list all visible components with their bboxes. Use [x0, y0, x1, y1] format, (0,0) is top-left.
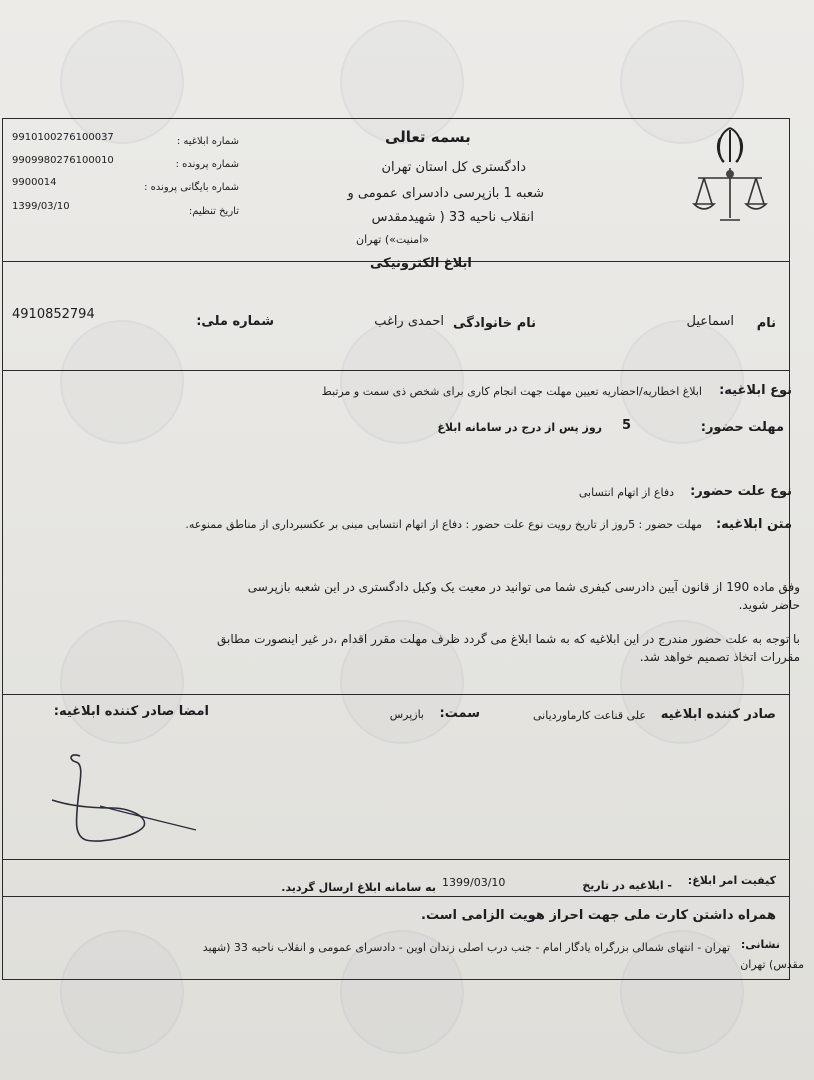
first-name-value: اسماعیل	[686, 314, 734, 329]
notice-body-line: مهلت حضور : 5روز از تاریخ رویت نوع علت حضور : دفاع از اتهام انتسابی مبنی بر عکسبرداری از مناطق ممنوعه.	[185, 518, 702, 531]
archive-number-label: شماره بایگانی پرونده :	[144, 182, 239, 193]
last-name-label: نام خانوادگی	[453, 316, 536, 331]
delivery-label: کیفیت امر ابلاغ:	[687, 874, 776, 887]
delivery-text-b: به سامانه ابلاغ ارسال گردید.	[281, 881, 436, 894]
divider	[3, 694, 789, 695]
address-line-2: مقدس) تهران	[740, 958, 804, 971]
issuer-label: صادر کننده ابلاغیه	[660, 707, 776, 722]
address-label: نشانی:	[740, 938, 780, 951]
paragraph-2-line-2: مقررات اتخاذ تصمیم خواهد شد.	[639, 650, 800, 664]
case-number-label: شماره پرونده :	[175, 159, 239, 170]
notice-number-label: شماره ابلاغیه :	[176, 136, 239, 147]
case-number: 9909980276100010	[12, 155, 114, 166]
emblem-icon	[690, 124, 770, 224]
delivery-text-a: - ابلاغیه در تاریخ	[582, 879, 672, 892]
branch-line-2: انقلاب ناحیه 33 ( شهیدمقدس	[371, 210, 534, 225]
first-name-label: نام	[756, 316, 776, 331]
national-id-label: شماره ملی:	[196, 314, 274, 329]
archive-number: 9900014	[12, 177, 57, 188]
paragraph-1-line-1: وفق ماده 190 از قانون آیین دادرسی کیفری شما می توانید در معیت یک وکیل دادگستری در این شعبه بازپرسی	[247, 580, 800, 594]
signature-icon	[40, 750, 210, 845]
last-name-value: احمدی راغب	[374, 314, 444, 329]
paragraph-2-line-1: با توجه به علت حضور مندرج در این ابلاغیه که به شما ابلاغ می گردد ظرف مهلت مقرر اقدام ،در غیر اینصورت مطابق	[217, 632, 800, 646]
issuer-position: بازپرس	[389, 708, 424, 721]
notice-body-label: متن ابلاغیه:	[715, 517, 792, 532]
national-id-value: 4910852794	[12, 307, 95, 322]
branch-line-3: «امنیت») تهران	[356, 233, 429, 246]
doc-title: ابلاغ الکترونیکی	[370, 256, 472, 271]
signature-label: امضا صادر کننده ابلاغیه:	[53, 704, 209, 719]
paragraph-1-line-2: حاضر شوید.	[738, 598, 800, 612]
issue-date: 1399/03/10	[12, 201, 70, 212]
deadline-value: 5	[622, 418, 632, 433]
reason-label: نوع علت حضور:	[690, 484, 792, 499]
issue-date-label: تاریخ تنظیم:	[188, 206, 239, 217]
divider	[3, 370, 789, 371]
doc-heading: بسمه تعالی	[385, 128, 471, 146]
court-name: دادگستری کل استان تهران	[381, 160, 526, 175]
divider	[3, 896, 789, 897]
branch-line-1: شعبه 1 بازپرسی دادسرای عمومی و	[347, 186, 544, 201]
reason-value: دفاع از اتهام انتسابی	[578, 486, 674, 499]
deadline-text: روز پس از درج در سامانه ابلاغ	[437, 421, 602, 434]
issuer-name: علی قناعت کارماوردیانی	[533, 709, 646, 722]
delivery-date: 1399/03/10	[442, 876, 506, 889]
divider	[3, 859, 789, 860]
notice-type-value: ابلاغ اخطاریه/احضاریه تعیین مهلت جهت انجام کاری برای شخص ذی سمت و مرتبط	[321, 385, 702, 398]
notice-document	[2, 118, 790, 980]
id-requirement-note: همراه داشتن کارت ملی جهت احراز هویت الزامی است.	[421, 908, 776, 923]
notice-type-label: نوع ابلاغیه:	[719, 383, 792, 398]
deadline-label: مهلت حضور:	[700, 420, 784, 435]
notice-number: 9910100276100037	[12, 132, 114, 143]
issuer-position-label: سمت:	[439, 706, 480, 721]
address-line-1: تهران - انتهای شمالی بزرگراه یادگار امام - جنب درب اصلی زندان اوین - دادسرای عمومی و انقلاب ناحیه 33 (شهید	[202, 941, 730, 954]
